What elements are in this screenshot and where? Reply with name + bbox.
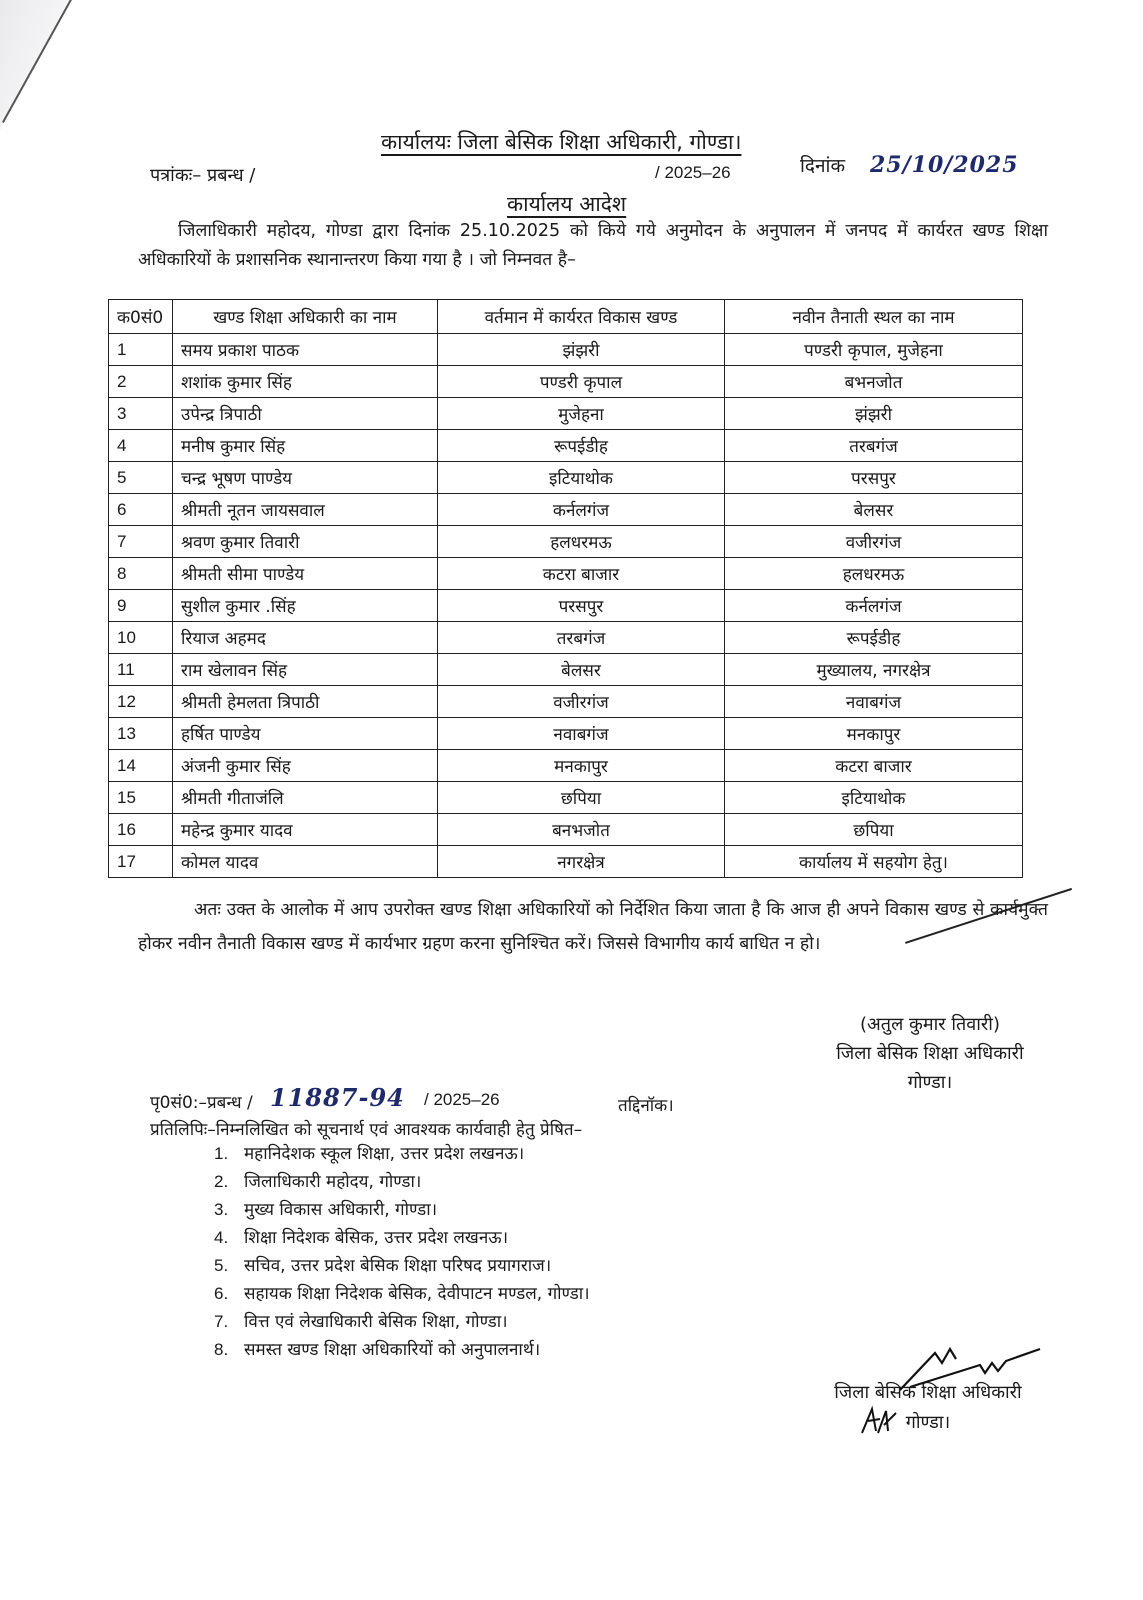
cell-serial: 1 [109, 334, 173, 366]
cell-current-block: छपिया [438, 782, 725, 814]
cell-new-posting: इटियाथोक [725, 782, 1023, 814]
copy-to-intro: प्रतिलिपिः–निम्नलिखित को सूचनार्थ एवं आवश्यक कार्यवाही हेतु प्रेषित– [150, 1120, 583, 1140]
table-row [109, 526, 1023, 558]
cell-serial: 13 [109, 718, 173, 750]
copy-recipient-text: समस्त खण्ड शिक्षा अधिकारियों को अनुपालनार्थ। [244, 1340, 541, 1360]
cell-serial: 3 [109, 398, 173, 430]
cell-serial: 8 [109, 558, 173, 590]
cell-officer-name: सुशील कुमार .सिंह [173, 590, 438, 622]
copy-recipient-text: सचिव, उत्तर प्रदेश बेसिक शिक्षा परिषद प्रयागराज। [244, 1256, 552, 1276]
copy-recipient-text: मुख्य विकास अधिकारी, गोण्डा। [244, 1200, 438, 1220]
cell-new-posting: हलधरमऊ [725, 558, 1023, 590]
col-header-officer-name: खण्ड शिक्षा अधिकारी का नाम [173, 300, 438, 334]
cell-serial: 11 [109, 654, 173, 686]
copy-recipient-text: सहायक शिक्षा निदेशक बेसिक, देवीपाटन मण्डल, गोण्डा। [244, 1284, 590, 1304]
cell-new-posting: छपिया [725, 814, 1023, 846]
cell-new-posting: मनकापुर [725, 718, 1023, 750]
table-row [109, 430, 1023, 462]
cell-current-block: नगरक्षेत्र [438, 846, 725, 878]
signatory-block [810, 1010, 1050, 1097]
copy-recipient-text: जिलाधिकारी महोदय, गोण्डा। [244, 1172, 422, 1192]
copy-recipient-item [214, 1196, 590, 1224]
table-row [109, 782, 1023, 814]
cell-officer-name: राम खेलावन सिंह [173, 654, 438, 686]
copy-recipient-item [214, 1168, 590, 1196]
copy-recipient-item [214, 1140, 590, 1168]
date-label: दिनांक [800, 155, 846, 177]
cell-officer-name: चन्द्र भूषण पाण्डेय [173, 462, 438, 494]
cell-current-block: झंझरी [438, 334, 725, 366]
table-header-row [109, 300, 1023, 334]
endorsement-date: तद्दिनॉक। [618, 1096, 674, 1116]
cell-officer-name: उपेन्द्र त्रिपाठी [173, 398, 438, 430]
cell-current-block: परसपुर [438, 590, 725, 622]
signatory-place: गोण्डा। [907, 1072, 953, 1093]
cell-current-block: रूपईडीह [438, 430, 725, 462]
cell-serial: 17 [109, 846, 173, 878]
cell-serial: 6 [109, 494, 173, 526]
copy-recipients-list [214, 1140, 590, 1364]
cell-new-posting: झंझरी [725, 398, 1023, 430]
cell-new-posting: पण्डरी कृपाल, मुजेहना [725, 334, 1023, 366]
cell-current-block: बनभजोत [438, 814, 725, 846]
table-row [109, 718, 1023, 750]
closing-paragraph: अतः उक्त के आलोक में आप उपरोक्त खण्ड शिक्षा अधिकारियों को निर्देशित किया जाता है कि आज ही अपने विकास खण्ड से कार्यमुक्त होकर नवीन तैनाती विकास खण्ड में कार्यभार ग्रहण करना सुनिश्चित करें। जिससे विभागीय कार्य बाधित न हो। [138, 900, 1048, 954]
cell-officer-name: हर्षित पाण्डेय [173, 718, 438, 750]
cell-officer-name: शशांक कुमार सिंह [173, 366, 438, 398]
col-header-current-block: वर्तमान में कार्यरत विकास खण्ड [438, 300, 725, 334]
letter-ref-year: / 2025–26 [655, 163, 731, 182]
col-header-serial: क0सं0 [109, 300, 173, 334]
copy-recipient-item [214, 1280, 590, 1308]
cell-officer-name: मनीष कुमार सिंह [173, 430, 438, 462]
cell-current-block: पण्डरी कृपाल [438, 366, 725, 398]
cell-officer-name: श्रीमती नूतन जायसवाल [173, 494, 438, 526]
cell-serial: 16 [109, 814, 173, 846]
endorsement-signatory [808, 1378, 1048, 1438]
cell-officer-name: समय प्रकाश पाठक [173, 334, 438, 366]
cell-officer-name: कोमल यादव [173, 846, 438, 878]
cell-new-posting: रूपईडीह [725, 622, 1023, 654]
cell-current-block: कर्नलगंज [438, 494, 725, 526]
cell-serial: 15 [109, 782, 173, 814]
table-row [109, 398, 1023, 430]
cell-new-posting: वजीरगंज [725, 526, 1023, 558]
cell-new-posting: बभनजोत [725, 366, 1023, 398]
intro-paragraph: जिलाधिकारी महोदय, गोण्डा द्वारा दिनांक 25.10.2025 को किये गये अनुमोदन के अनुपालन में जनपद में कार्यरत खण्ड शिक्षा अधिकारियों के प्रशासनिक स्थानान्तरण किया गया है । जो निम्नवत है– [138, 221, 1048, 270]
cell-officer-name: श्रीमती गीताजंलि [173, 782, 438, 814]
copy-recipient-item [214, 1252, 590, 1280]
office-title: कार्यालयः जिला बेसिक शिक्षा अधिकारी, गोण्डा। [381, 130, 742, 154]
copy-recipient-text: वित्त एवं लेखाधिकारी बेसिक शिक्षा, गोण्डा। [244, 1312, 508, 1332]
cell-current-block: तरबगंज [438, 622, 725, 654]
cell-new-posting: मुख्यालय, नगरक्षेत्र [725, 654, 1023, 686]
cell-serial: 5 [109, 462, 173, 494]
copy-recipient-item [214, 1336, 590, 1364]
copy-recipient-number: 2. [214, 1172, 229, 1191]
cell-new-posting: कर्नलगंज [725, 590, 1023, 622]
handwritten-ref-number: 11887-94 [270, 1083, 405, 1112]
table-row [109, 462, 1023, 494]
copy-recipient-item [214, 1308, 590, 1336]
cell-new-posting: बेलसर [725, 494, 1023, 526]
copy-recipient-number: 5. [214, 1256, 229, 1275]
copy-recipient-number: 3. [214, 1200, 229, 1219]
endorsement-designation: जिला बेसिक शिक्षा अधिकारी [834, 1382, 1022, 1403]
endorsement-ref-label: पृ0सं0:–प्रबन्ध / [150, 1093, 253, 1113]
copy-recipient-text: महानिदेशक स्कूल शिक्षा, उत्तर प्रदेश लखनऊ। [244, 1144, 525, 1164]
copy-recipient-number: 7. [214, 1312, 229, 1331]
table-row [109, 494, 1023, 526]
endorsement-ref-year: / 2025–26 [424, 1090, 500, 1109]
table-row [109, 622, 1023, 654]
cell-new-posting: कार्यालय में सहयोग हेतु। [725, 846, 1023, 878]
cell-serial: 4 [109, 430, 173, 462]
cell-officer-name: रियाज अहमद [173, 622, 438, 654]
cell-serial: 12 [109, 686, 173, 718]
cell-serial: 7 [109, 526, 173, 558]
table-row [109, 814, 1023, 846]
cell-officer-name: महेन्द्र कुमार यादव [173, 814, 438, 846]
cell-current-block: वजीरगंज [438, 686, 725, 718]
cell-serial: 9 [109, 590, 173, 622]
cell-current-block: नवाबगंज [438, 718, 725, 750]
table-row [109, 750, 1023, 782]
cell-new-posting: परसपुर [725, 462, 1023, 494]
table-row [109, 686, 1023, 718]
col-header-new-posting: नवीन तैनाती स्थल का नाम [725, 300, 1023, 334]
table-row [109, 558, 1023, 590]
copy-recipient-number: 8. [214, 1340, 229, 1359]
cell-officer-name: श्रीमती हेमलता त्रिपाठी [173, 686, 438, 718]
copy-recipient-number: 4. [214, 1228, 229, 1247]
table-row [109, 334, 1023, 366]
cell-current-block: कटरा बाजार [438, 558, 725, 590]
signatory-name: (अतुल कुमार तिवारी) [860, 1014, 1000, 1035]
table-row [109, 654, 1023, 686]
copy-recipient-text: शिक्षा निदेशक बेसिक, उत्तर प्रदेश लखनऊ। [244, 1228, 509, 1248]
signatory-designation: जिला बेसिक शिक्षा अधिकारी [836, 1043, 1024, 1064]
cell-current-block: मुजेहना [438, 398, 725, 430]
copy-recipient-number: 6. [214, 1284, 229, 1303]
cell-new-posting: नवाबगंज [725, 686, 1023, 718]
cell-current-block: हलधरमऊ [438, 526, 725, 558]
cell-new-posting: तरबगंज [725, 430, 1023, 462]
endorsement-place: गोण्डा। [905, 1412, 951, 1433]
cell-serial: 14 [109, 750, 173, 782]
order-title: कार्यालय आदेश [507, 192, 627, 216]
cell-current-block: बेलसर [438, 654, 725, 686]
cell-serial: 2 [109, 366, 173, 398]
copy-recipient-number: 1. [214, 1144, 229, 1163]
copy-recipient-item [214, 1224, 590, 1252]
transfer-table [108, 299, 1023, 878]
handwritten-date: 25/10/2025 [870, 152, 1019, 178]
cell-current-block: इटियाथोक [438, 462, 725, 494]
cell-officer-name: श्रवण कुमार तिवारी [173, 526, 438, 558]
table-row [109, 846, 1023, 878]
table-row [109, 590, 1023, 622]
letter-ref-label: पत्रांकः– प्रबन्ध / [150, 165, 256, 186]
cell-current-block: मनकापुर [438, 750, 725, 782]
cell-serial: 10 [109, 622, 173, 654]
table-row [109, 366, 1023, 398]
cell-new-posting: कटरा बाजार [725, 750, 1023, 782]
cell-officer-name: श्रीमती सीमा पाण्डेय [173, 558, 438, 590]
cell-officer-name: अंजनी कुमार सिंह [173, 750, 438, 782]
